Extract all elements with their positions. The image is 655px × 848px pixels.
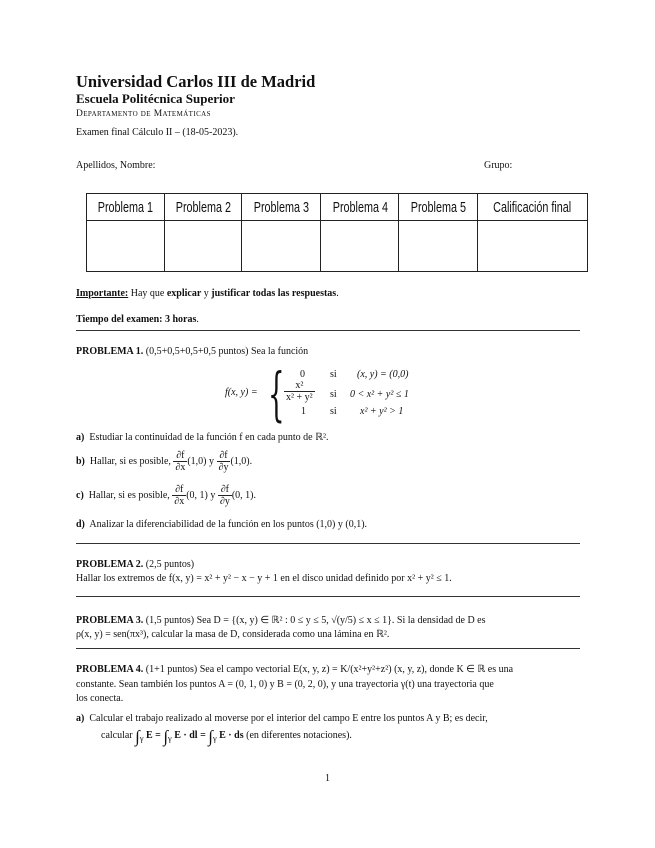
grades-col-1: Problema 1 bbox=[87, 194, 165, 221]
grade-cell[interactable] bbox=[242, 221, 321, 272]
p4-line3: los conecta. bbox=[76, 693, 124, 704]
p1-si: si bbox=[330, 389, 337, 400]
exam-time: Tiempo del examen: 3 horas. bbox=[76, 314, 199, 325]
grades-col-final: Calificación final bbox=[478, 194, 587, 221]
p4-part-a-line1: a) Calcular el trabajo realizado al moverse por el interior del campo E entre los puntos A y B; es decir, bbox=[76, 713, 488, 724]
p4-part-a-line2: calcular $\int_\gamma$ $E = \int_\gamma$ E · dl = $\int_\gamma$ E · ds (en diferentes notaciones). bbox=[101, 727, 352, 746]
p4-line2: constante. Sean también los puntos A = (0, 1, 0) y B = (0, 2, 0), y una trayectoria γ(t) una trayectoria que bbox=[76, 679, 494, 690]
p1-case1-cond: (x, y) = (0,0) bbox=[357, 369, 409, 380]
grade-cell[interactable] bbox=[164, 221, 242, 272]
p1-case2-value: $\frac{\text{x²}}{\text{x² + y²}}$ bbox=[286, 380, 313, 403]
p1-case2-cond: 0 < x² + y² ≤ 1 bbox=[350, 389, 409, 400]
p1-case1-value: 0 bbox=[300, 369, 305, 380]
p1-case3-value: 1 bbox=[301, 406, 306, 417]
divider bbox=[76, 330, 580, 331]
grade-cell[interactable] bbox=[399, 221, 478, 272]
grade-cell[interactable] bbox=[478, 221, 587, 272]
grades-col-3: Problema 3 bbox=[242, 194, 321, 221]
grades-score-row bbox=[87, 221, 588, 272]
important-note: Importante: Hay que explicar y justificar todas las respuestas. bbox=[76, 288, 339, 299]
grade-cell[interactable] bbox=[321, 221, 399, 272]
group-label: Grupo: bbox=[484, 160, 513, 171]
p1-heading: PROBLEMA 1. (0,5+0,5+0,5+0,5 puntos) Sea la función bbox=[76, 346, 309, 357]
school-title: Escuela Politécnica Superior bbox=[76, 91, 235, 106]
name-label: Apellidos, Nombre: bbox=[76, 160, 156, 171]
p1-function-lhs: f(x, y) = bbox=[225, 387, 258, 398]
page-number: 1 bbox=[325, 773, 330, 784]
p1-part-c: c) Hallar, si es posible, $\frac{\partial f}{\partial x}$ (0, 1) y $\frac{\partial f}{\partial y}$ (0, 1). bbox=[76, 484, 257, 508]
department-title: Departamento de Matemáticas bbox=[76, 109, 211, 119]
p1-left-brace: { bbox=[268, 360, 285, 428]
p2-text: Hallar los extremos de f(x, y) = x² + y² − x − y + 1 en el disco unidad definido por x² + y² ≤ 1. bbox=[76, 573, 452, 584]
p1-si: si bbox=[330, 406, 337, 417]
grades-header-row bbox=[87, 194, 588, 221]
grades-col-4: Problema 4 bbox=[321, 194, 399, 221]
grade-cell[interactable] bbox=[87, 221, 165, 272]
grades-col-2: Problema 2 bbox=[164, 194, 242, 221]
university-title: Universidad Carlos III de Madrid bbox=[76, 72, 316, 91]
exam-title: Examen final Cálculo II – (18-05-2023). bbox=[76, 127, 239, 138]
p1-case3-cond: x² + y² > 1 bbox=[360, 406, 404, 417]
divider bbox=[76, 543, 580, 544]
divider bbox=[76, 596, 580, 597]
divider bbox=[76, 648, 580, 649]
grades-col-5: Problema 5 bbox=[399, 194, 478, 221]
p1-part-a: a) Estudiar la continuidad de la función f en cada punto de ℝ². bbox=[76, 432, 329, 443]
p2-heading: PROBLEMA 2. (2,5 puntos) bbox=[76, 559, 195, 570]
grades-table bbox=[86, 193, 588, 272]
p3-line2: ρ(x, y) = sen(πx³), calcular la masa de D, considerada como una lámina en ℝ². bbox=[76, 629, 390, 640]
p1-si: si bbox=[330, 369, 337, 380]
p4-line1: PROBLEMA 4. (1+1 puntos) Sea el campo vectorial E(x, y, z) = K/(x²+y²+z²) (x, y, z), donde K ∈ ℝ es una bbox=[76, 664, 514, 675]
p1-part-d: d) Analizar la diferenciabilidad de la función en los puntos (1,0) y (0,1). bbox=[76, 519, 368, 530]
p3-line1: PROBLEMA 3. (1,5 puntos) Sea D = {(x, y) ∈ ℝ² : 0 ≤ y ≤ 5, √(y/5) ≤ x ≤ 1}. Si la densidad de D es bbox=[76, 615, 486, 626]
p1-part-b: b) Hallar, si es posible, $\frac{\partial f}{\partial x}$ (1,0) y $\frac{\partial f}{\partial y}$ (1,0). bbox=[76, 450, 253, 474]
